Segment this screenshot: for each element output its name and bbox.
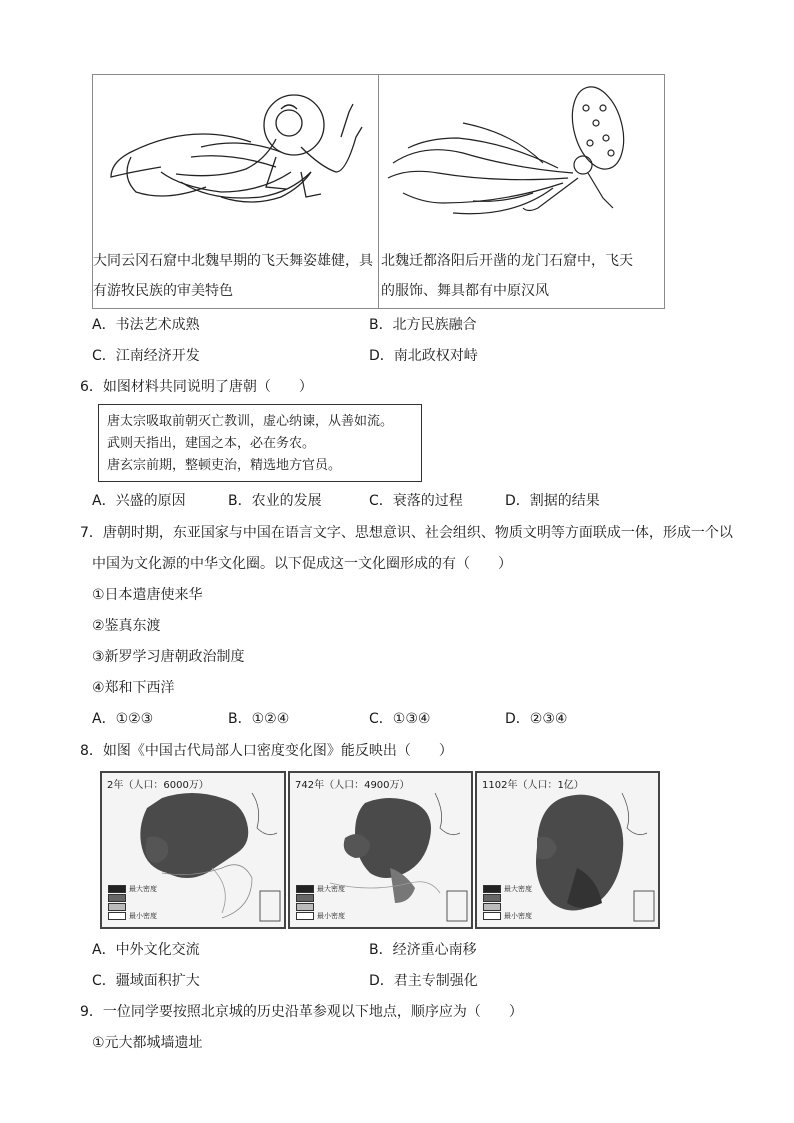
map-742-legend-high: 最大密度 bbox=[317, 885, 345, 893]
population-map-year-2 bbox=[100, 771, 286, 929]
q8-option-d[interactable]: D．君主专制强化 bbox=[369, 973, 478, 989]
yungang-cell bbox=[93, 75, 379, 308]
map-2-legend bbox=[108, 885, 157, 921]
yungang-caption-line-2: 有游牧民族的审美特色 bbox=[93, 283, 233, 299]
q5-option-d[interactable]: D．南北政权对峙 bbox=[369, 348, 478, 364]
q7-item-3: ③新罗学习唐朝政治制度 bbox=[92, 649, 245, 665]
question-5-image-table bbox=[92, 74, 665, 309]
q6-stem: 6．如图材料共同说明了唐朝（ ） bbox=[80, 379, 313, 395]
map-742-title: 742年（人口：4900万） bbox=[295, 780, 410, 791]
q5-option-c[interactable]: C．江南经济开发 bbox=[92, 348, 200, 364]
map-1102-legend bbox=[483, 885, 532, 921]
q7-option-c[interactable]: C．①③④ bbox=[369, 711, 431, 727]
q5-option-b[interactable]: B．北方民族融合 bbox=[369, 317, 477, 333]
map-2-title: 2年（人口：6000万） bbox=[107, 780, 209, 791]
q6-option-b[interactable]: B．农业的发展 bbox=[228, 493, 322, 509]
q6-option-a[interactable]: A．兴盛的原因 bbox=[92, 493, 186, 509]
q8-option-c[interactable]: C．疆域面积扩大 bbox=[92, 973, 200, 989]
q6-material-line-3: 唐玄宗前期，整顿吏治，精选地方官员。 bbox=[107, 458, 342, 473]
q9-stem: 9．一位同学要按照北京城的历史沿革参观以下地点，顺序应为（ ） bbox=[80, 1004, 523, 1020]
q8-option-b[interactable]: B．经济重心南移 bbox=[369, 942, 477, 958]
q7-item-2: ②鉴真东渡 bbox=[92, 618, 161, 634]
yungang-flying-apsara-image bbox=[101, 87, 371, 217]
population-map-year-742 bbox=[288, 771, 473, 929]
q7-item-1: ①日本遣唐使来华 bbox=[92, 587, 203, 603]
q5-option-a[interactable]: A．书法艺术成熟 bbox=[92, 317, 200, 333]
yungang-caption-line-1: 大同云冈石窟中北魏早期的飞天舞姿雄健，具 bbox=[93, 253, 373, 269]
map-742-legend bbox=[296, 885, 345, 921]
longmen-caption-line-2: 的服饰、舞具都有中原汉风 bbox=[381, 283, 549, 299]
map-742-legend-low: 最小密度 bbox=[317, 912, 345, 920]
q7-stem-line-1: 7．唐朝时期，东亚国家与中国在语言文字、思想意识、社会组织、物质文明等方面联成一体，形成一个以 bbox=[80, 525, 733, 541]
q6-material-box bbox=[98, 404, 422, 482]
map-1102-title: 1102年（人口：1亿） bbox=[482, 780, 584, 791]
q6-material-line-1: 唐太宗吸取前朝灭亡教训，虚心纳谏，从善如流。 bbox=[107, 414, 394, 429]
q8-stem: 8．如图《中国古代局部人口密度变化图》能反映出（ ） bbox=[80, 743, 453, 759]
longmen-cell bbox=[379, 75, 664, 308]
map-1102-legend-low: 最小密度 bbox=[504, 912, 532, 920]
map-1102-legend-high: 最大密度 bbox=[504, 885, 532, 893]
q6-material-line-2: 武则天指出，建国之本，必在务农。 bbox=[107, 436, 316, 451]
longmen-flying-apsara-image bbox=[383, 83, 659, 223]
q8-option-a[interactable]: A．中外文化交流 bbox=[92, 942, 200, 958]
q7-option-b[interactable]: B．①②④ bbox=[228, 711, 290, 727]
longmen-caption-line-1: 北魏迁都洛阳后开凿的龙门石窟中，飞天 bbox=[381, 253, 633, 269]
q7-stem-line-2: 中国为文化源的中华文化圈。以下促成这一文化圈形成的有（ ） bbox=[92, 556, 512, 572]
map-2-legend-low: 最小密度 bbox=[129, 912, 157, 920]
q7-option-d[interactable]: D．②③④ bbox=[505, 711, 568, 727]
q7-item-4: ④郑和下西洋 bbox=[92, 680, 175, 696]
map-2-legend-high: 最大密度 bbox=[129, 885, 157, 893]
q6-option-d[interactable]: D．割据的结果 bbox=[505, 493, 600, 509]
q9-item-1: ①元大都城墙遗址 bbox=[92, 1035, 203, 1051]
q6-option-c[interactable]: C．衰落的过程 bbox=[369, 493, 463, 509]
population-map-year-1102 bbox=[475, 771, 660, 929]
q7-option-a[interactable]: A．①②③ bbox=[92, 711, 154, 727]
